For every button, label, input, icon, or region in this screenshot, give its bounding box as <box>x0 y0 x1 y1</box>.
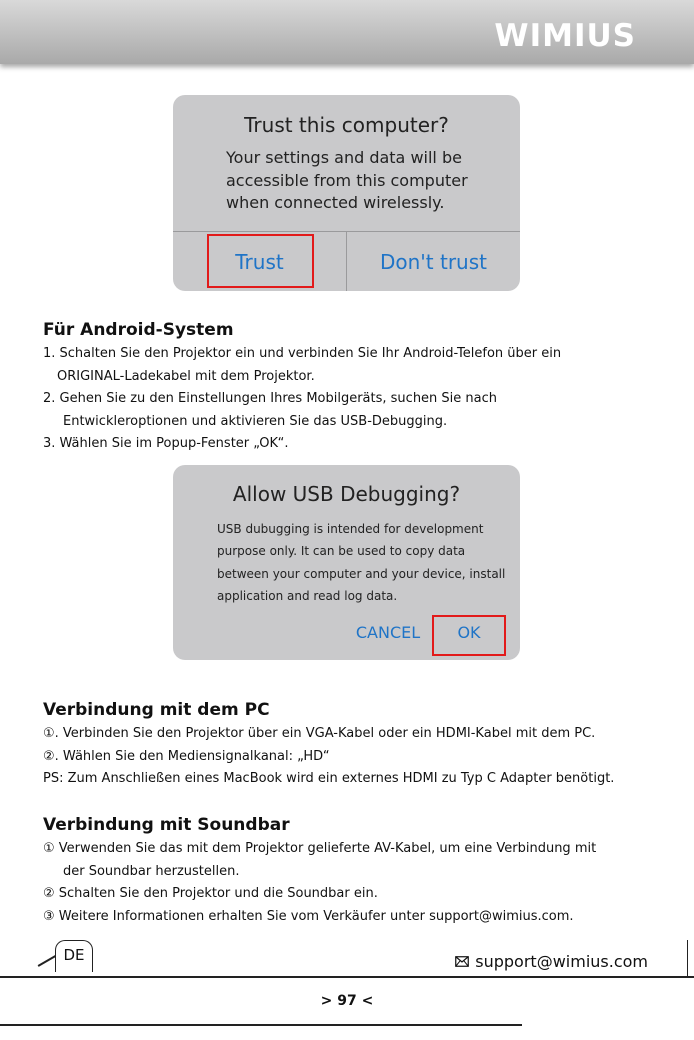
soundbar-step-3: ③ Weitere Informationen erhalten Sie vom Verkäufer unter support@wimius.com. <box>43 908 574 924</box>
soundbar-step-1-line-1: ① Verwenden Sie das mit dem Projektor gelieferte AV-Kabel, um eine Verbindung mit <box>43 841 597 856</box>
android-step-1-line-1: 1. Schalten Sie den Projektor ein und verbinden Sie Ihr Android-Telefon über ein <box>43 346 562 361</box>
ok-button[interactable]: OK <box>457 623 481 642</box>
soundbar-steps <box>43 838 683 928</box>
pc-heading: Verbindung mit dem PC <box>43 700 270 720</box>
footer-rule <box>0 976 694 978</box>
dialog-title: Allow USB Debugging? <box>232 482 461 506</box>
footer-edge <box>687 940 694 976</box>
pc-step-2: ②. Wählen Sie den Mediensignalkanal: „HD“ <box>43 748 330 764</box>
cancel-button[interactable]: CANCEL <box>355 623 421 642</box>
trust-highlight-box <box>207 234 314 288</box>
dialog-message: USB dubugging is intended for development purpose only. It can be used to copy data between your computer and your device, install application and read log data. <box>217 522 506 603</box>
android-step-1 <box>43 343 663 456</box>
envelope-icon <box>455 952 469 971</box>
dialog-title: Trust this computer? <box>244 113 449 137</box>
trust-button[interactable]: Trust <box>235 249 284 274</box>
pc-step-1: ①. Verbinden Sie den Projektor über ein VGA-Kabel oder ein HDMI-Kabel mit dem PC. <box>43 726 596 741</box>
language-tab <box>55 940 93 972</box>
android-step-2-line-2: Entwickleroptionen und aktivieren Sie das USB-Debugging. <box>63 413 448 429</box>
android-step-2-line-1: 2. Gehen Sie zu den Einstellungen Ihres Mobilgeräts, suchen Sie nach <box>43 391 498 406</box>
android-step-1-line-2: ORIGINAL-Ladekabel mit dem Projektor. <box>57 368 315 384</box>
brand-logo: WIMIUS <box>494 18 636 54</box>
dialog-message: Your settings and data will be accessible from this computer when connected wirelessly. <box>226 148 468 212</box>
soundbar-heading: Verbindung mit Soundbar <box>43 815 290 835</box>
dont-trust-button[interactable]: Don't trust <box>379 249 487 274</box>
ok-highlight-box <box>432 615 506 656</box>
page-header <box>0 0 694 64</box>
pc-note: PS: Zum Anschließen eines MacBook wird ein externes HDMI zu Typ C Adapter benötigt. <box>43 771 615 786</box>
pc-steps <box>43 723 683 791</box>
page-number: > 97 < <box>320 993 374 1009</box>
android-heading: Für Android-System <box>43 320 234 340</box>
support-email: support@wimius.com <box>475 952 648 971</box>
support-contact <box>455 952 648 971</box>
bottom-rule <box>0 1024 522 1026</box>
android-step-3: 3. Wählen Sie im Popup-Fenster „OK“. <box>43 436 289 451</box>
language-label: DE <box>63 946 85 964</box>
soundbar-step-2: ② Schalten Sie den Projektor und die Soundbar ein. <box>43 886 378 901</box>
soundbar-step-1-line-2: der Soundbar herzustellen. <box>63 863 240 879</box>
